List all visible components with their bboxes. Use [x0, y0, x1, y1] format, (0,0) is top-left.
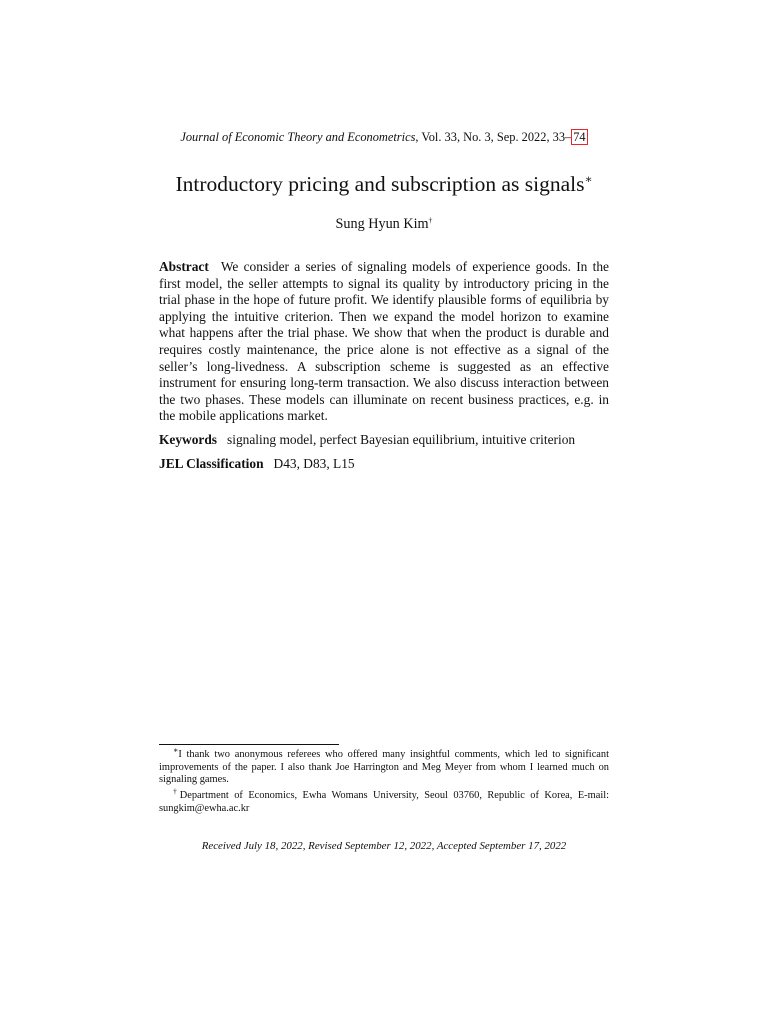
footnote-text: Department of Economics, Ewha Womans University, Seoul 03760, Republic of Korea, E-mail: sungkim@ewha.ac.kr	[159, 790, 609, 814]
footnote-divider	[159, 744, 339, 745]
keywords-text: signaling model, perfect Bayesian equilibrium, intuitive criterion	[227, 432, 576, 447]
author-footnote-mark[interactable]: †	[428, 215, 433, 225]
keywords-label: Keywords	[159, 432, 218, 447]
paper-title-text: Introductory pricing and subscription as signals	[175, 172, 585, 196]
footnote-mark: ∗	[173, 745, 179, 755]
keywords	[159, 431, 619, 448]
journal-citation	[0, 129, 768, 145]
author-line	[0, 215, 768, 233]
author-name: Sung Hyun Kim	[335, 216, 429, 232]
footnote-affiliation	[159, 786, 609, 815]
footnote-text: I thank two anonymous referees who offered many insightful comments, which led to significant improvements of the paper. I also thank Joe Harrington and Meg Meyer from whom I learned much on signaling games.	[159, 749, 609, 786]
jel-classification	[159, 455, 619, 472]
abstract	[159, 259, 609, 425]
paper-title	[0, 170, 768, 198]
journal-name: Journal of Economic Theory and Econometrics	[180, 130, 416, 144]
abstract-label: Abstract	[159, 259, 209, 274]
abstract-text: We consider a series of signaling models of experience goods. In the first model, the seller attempts to signal its quality by introductory pricing in the trial phase in the hope of future profit. We identify plausible forms of equilibria by applying the intuitive criterion. Then we expand the model horizon to examine what happens after the trial phase. We show that when the product is durable and requires costly maintenance, the price alone is not effective as a signal of the seller’s long-livedness. A subscription scheme is suggested as an effective instrument for ensuring long-term transaction. We also discuss interaction between the two phases. These models can illuminate on recent business practices, e.g. in the mobile applications market.	[159, 259, 609, 424]
footnote-mark: †	[173, 786, 180, 796]
footnote-acknowledgement	[159, 745, 609, 787]
title-footnote-mark[interactable]: ∗	[584, 171, 593, 186]
end-page-link[interactable]: 74	[573, 130, 586, 144]
citation-details: , Vol. 33, No. 3, Sep. 2022, 33–	[415, 130, 572, 144]
received-dates: Received July 18, 2022, Revised September 12, 2022, Accepted September 17, 2022	[201, 840, 567, 852]
jel-codes: D43, D83, L15	[273, 456, 355, 471]
jel-label: JEL Classification	[159, 456, 264, 471]
